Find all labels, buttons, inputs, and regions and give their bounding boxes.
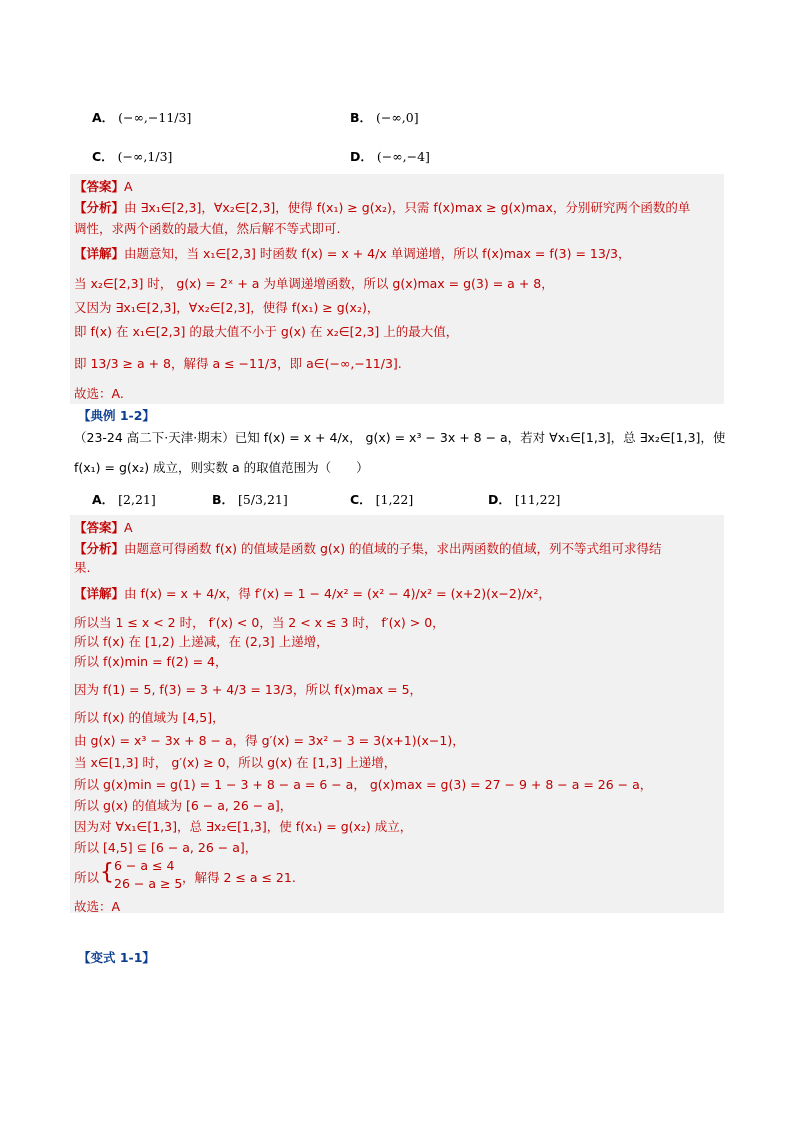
example-option-b-label: B． — [212, 492, 235, 507]
example-option-a-text: [2,21] — [118, 492, 156, 507]
q1-choose: 故选：A. — [74, 386, 124, 401]
q1-option-a — [92, 108, 191, 126]
example-answer — [74, 518, 133, 536]
example-title: 【典例 1-2】 — [78, 408, 155, 423]
q1-option-b-label: B． — [350, 110, 373, 125]
example-option-d-label: D． — [488, 492, 511, 507]
answer-tag: 【答案】 — [74, 179, 125, 194]
example-option-b — [212, 490, 288, 508]
example-detail-line-5: 因为 f(1) = 5, f(3) = 3 + 4/3 = 13/3，所以 f(x)max = 5， — [74, 682, 423, 697]
example-option-d — [488, 490, 560, 508]
q1-option-c-label: C． — [92, 149, 114, 164]
example-choose: 故选：A — [74, 899, 121, 914]
example-option-d-text: [11,22] — [514, 492, 561, 507]
q1-option-c — [92, 147, 172, 165]
system-result: ，解得 2 ≤ a ≤ 21. — [182, 870, 296, 885]
q1-detail-line-2: 当 x₂∈[2,3] 时， g(x) = 2ˣ + a 为单调递增函数，所以 g(x)max = g(3) = a + 8， — [74, 276, 554, 291]
system-brace-icon: { — [100, 860, 114, 885]
example-detail-line-3: 所以 f(x) 在 [1,2) 上递减，在 (2,3] 上递增， — [74, 634, 329, 649]
q1-analysis-line-1 — [74, 198, 690, 216]
example-detail-line-10: 所以 g(x) 的值域为 [6 − a, 26 − a]， — [74, 798, 293, 813]
example-option-c — [350, 490, 413, 508]
q1-detail-line-5: 即 13/3 ≥ a + 8，解得 a ≤ −11/3，即 a∈(−∞,−11/3]. — [74, 356, 402, 371]
system-prefix: 所以 — [74, 870, 100, 885]
example-detail-line-2: 所以当 1 ≤ x < 2 时， f′(x) < 0，当 2 < x ≤ 3 时， f′(x) > 0， — [74, 615, 445, 630]
example-option-b-text: [5/3,21] — [238, 492, 288, 507]
q1-option-d — [350, 147, 430, 165]
q1-option-c-text: (−∞,1/3] — [117, 149, 173, 164]
q1-detail-line-4: 即 f(x) 在 x₁∈[2,3] 的最大值不小于 g(x) 在 x₂∈[2,3] 上的最大值， — [74, 324, 459, 339]
example-option-a-label: A． — [92, 492, 115, 507]
example-detail-line-9: 所以 g(x)min = g(1) = 1 − 3 + 8 − a = 6 − a， g(x)max = g(3) = 27 − 9 + 8 − a = 26 − a， — [74, 777, 653, 792]
example-stem-line-1: （23-24 高二下·天津·期末）已知 f(x) = x + 4/x， g(x) = x³ − 3x + 8 − a，若对 ∀x₁∈[1,3]，总 ∃x₂∈[1,3]，使 — [74, 430, 726, 445]
example-detail-line-6: 所以 f(x) 的值域为 [4,5]， — [74, 710, 225, 725]
detail-text: 由 f(x) = x + 4/x，得 f′(x) = 1 − 4/x² = (x² − 4)/x² = (x+2)(x−2)/x²， — [124, 586, 551, 601]
q1-option-d-label: D． — [350, 149, 373, 164]
answer-value: A — [124, 179, 133, 194]
analysis-tag: 【分析】 — [74, 541, 125, 556]
example-detail-line-12: 所以 [4,5] ⊆ [6 − a, 26 − a]， — [74, 840, 258, 855]
example-analysis-line-1 — [74, 539, 662, 557]
example-detail-line-4: 所以 f(x)min = f(2) = 4， — [74, 654, 228, 669]
q1-option-b — [350, 108, 419, 126]
answer-tag: 【答案】 — [74, 520, 125, 535]
example-detail-line-1 — [74, 584, 551, 602]
detail-tag: 【详解】 — [74, 246, 125, 261]
q1-option-b-text: (−∞,0] — [376, 110, 419, 125]
answer-value: A — [124, 520, 133, 535]
detail-text: 由题意知，当 x₁∈[2,3] 时函数 f(x) = x + 4/x 单调递增，所以 f(x)max = f(3) = 13/3， — [124, 246, 631, 261]
example-detail-line-11: 因为对 ∀x₁∈[1,3]，总 ∃x₂∈[1,3]，使 f(x₁) = g(x₂) 成立， — [74, 819, 413, 834]
q1-answer — [74, 177, 133, 195]
analysis-text: 由 ∃x₁∈[2,3]，∀x₂∈[2,3]，使得 f(x₁) ≥ g(x₂)，只需 f(x)max ≥ g(x)max，分别研究两个函数的单 — [124, 200, 691, 215]
q1-detail-line-1 — [74, 244, 630, 262]
example-detail-line-7: 由 g(x) = x³ − 3x + 8 − a，得 g′(x) = 3x² − 3 = 3(x+1)(x−1)， — [74, 733, 465, 748]
example-stem-line-2: f(x₁) = g(x₂) 成立，则实数 a 的取值范围为（ ） — [74, 460, 369, 475]
analysis-text: 由题意可得函数 f(x) 的值域是函数 g(x) 的值域的子集，求出两函数的值域，列不等式组可求得结 — [124, 541, 662, 556]
example-analysis-line-2: 果. — [74, 560, 91, 575]
q1-option-d-text: (−∞,−4] — [376, 149, 430, 164]
system-top-ineq: 6 − a ≤ 4 — [114, 858, 175, 873]
q1-analysis-line-2: 调性，求两个函数的最大值，然后解不等式即可. — [74, 221, 341, 236]
q1-option-a-text: (−∞,−11/3] — [118, 110, 192, 125]
variant-title: 【变式 1-1】 — [78, 950, 155, 965]
q1-detail-line-3: 又因为 ∃x₁∈[2,3]，∀x₂∈[2,3]，使得 f(x₁) ≥ g(x₂)， — [74, 300, 380, 315]
example-detail-line-8: 当 x∈[1,3] 时， g′(x) ≥ 0，所以 g(x) 在 [1,3] 上递增， — [74, 755, 397, 770]
detail-tag: 【详解】 — [74, 586, 125, 601]
q1-option-a-label: A． — [92, 110, 115, 125]
example-option-a — [92, 490, 156, 508]
example-option-c-text: [1,22] — [375, 492, 414, 507]
system-bottom-ineq: 26 − a ≥ 5 — [114, 876, 183, 891]
analysis-tag: 【分析】 — [74, 200, 125, 215]
example-option-c-label: C． — [350, 492, 372, 507]
